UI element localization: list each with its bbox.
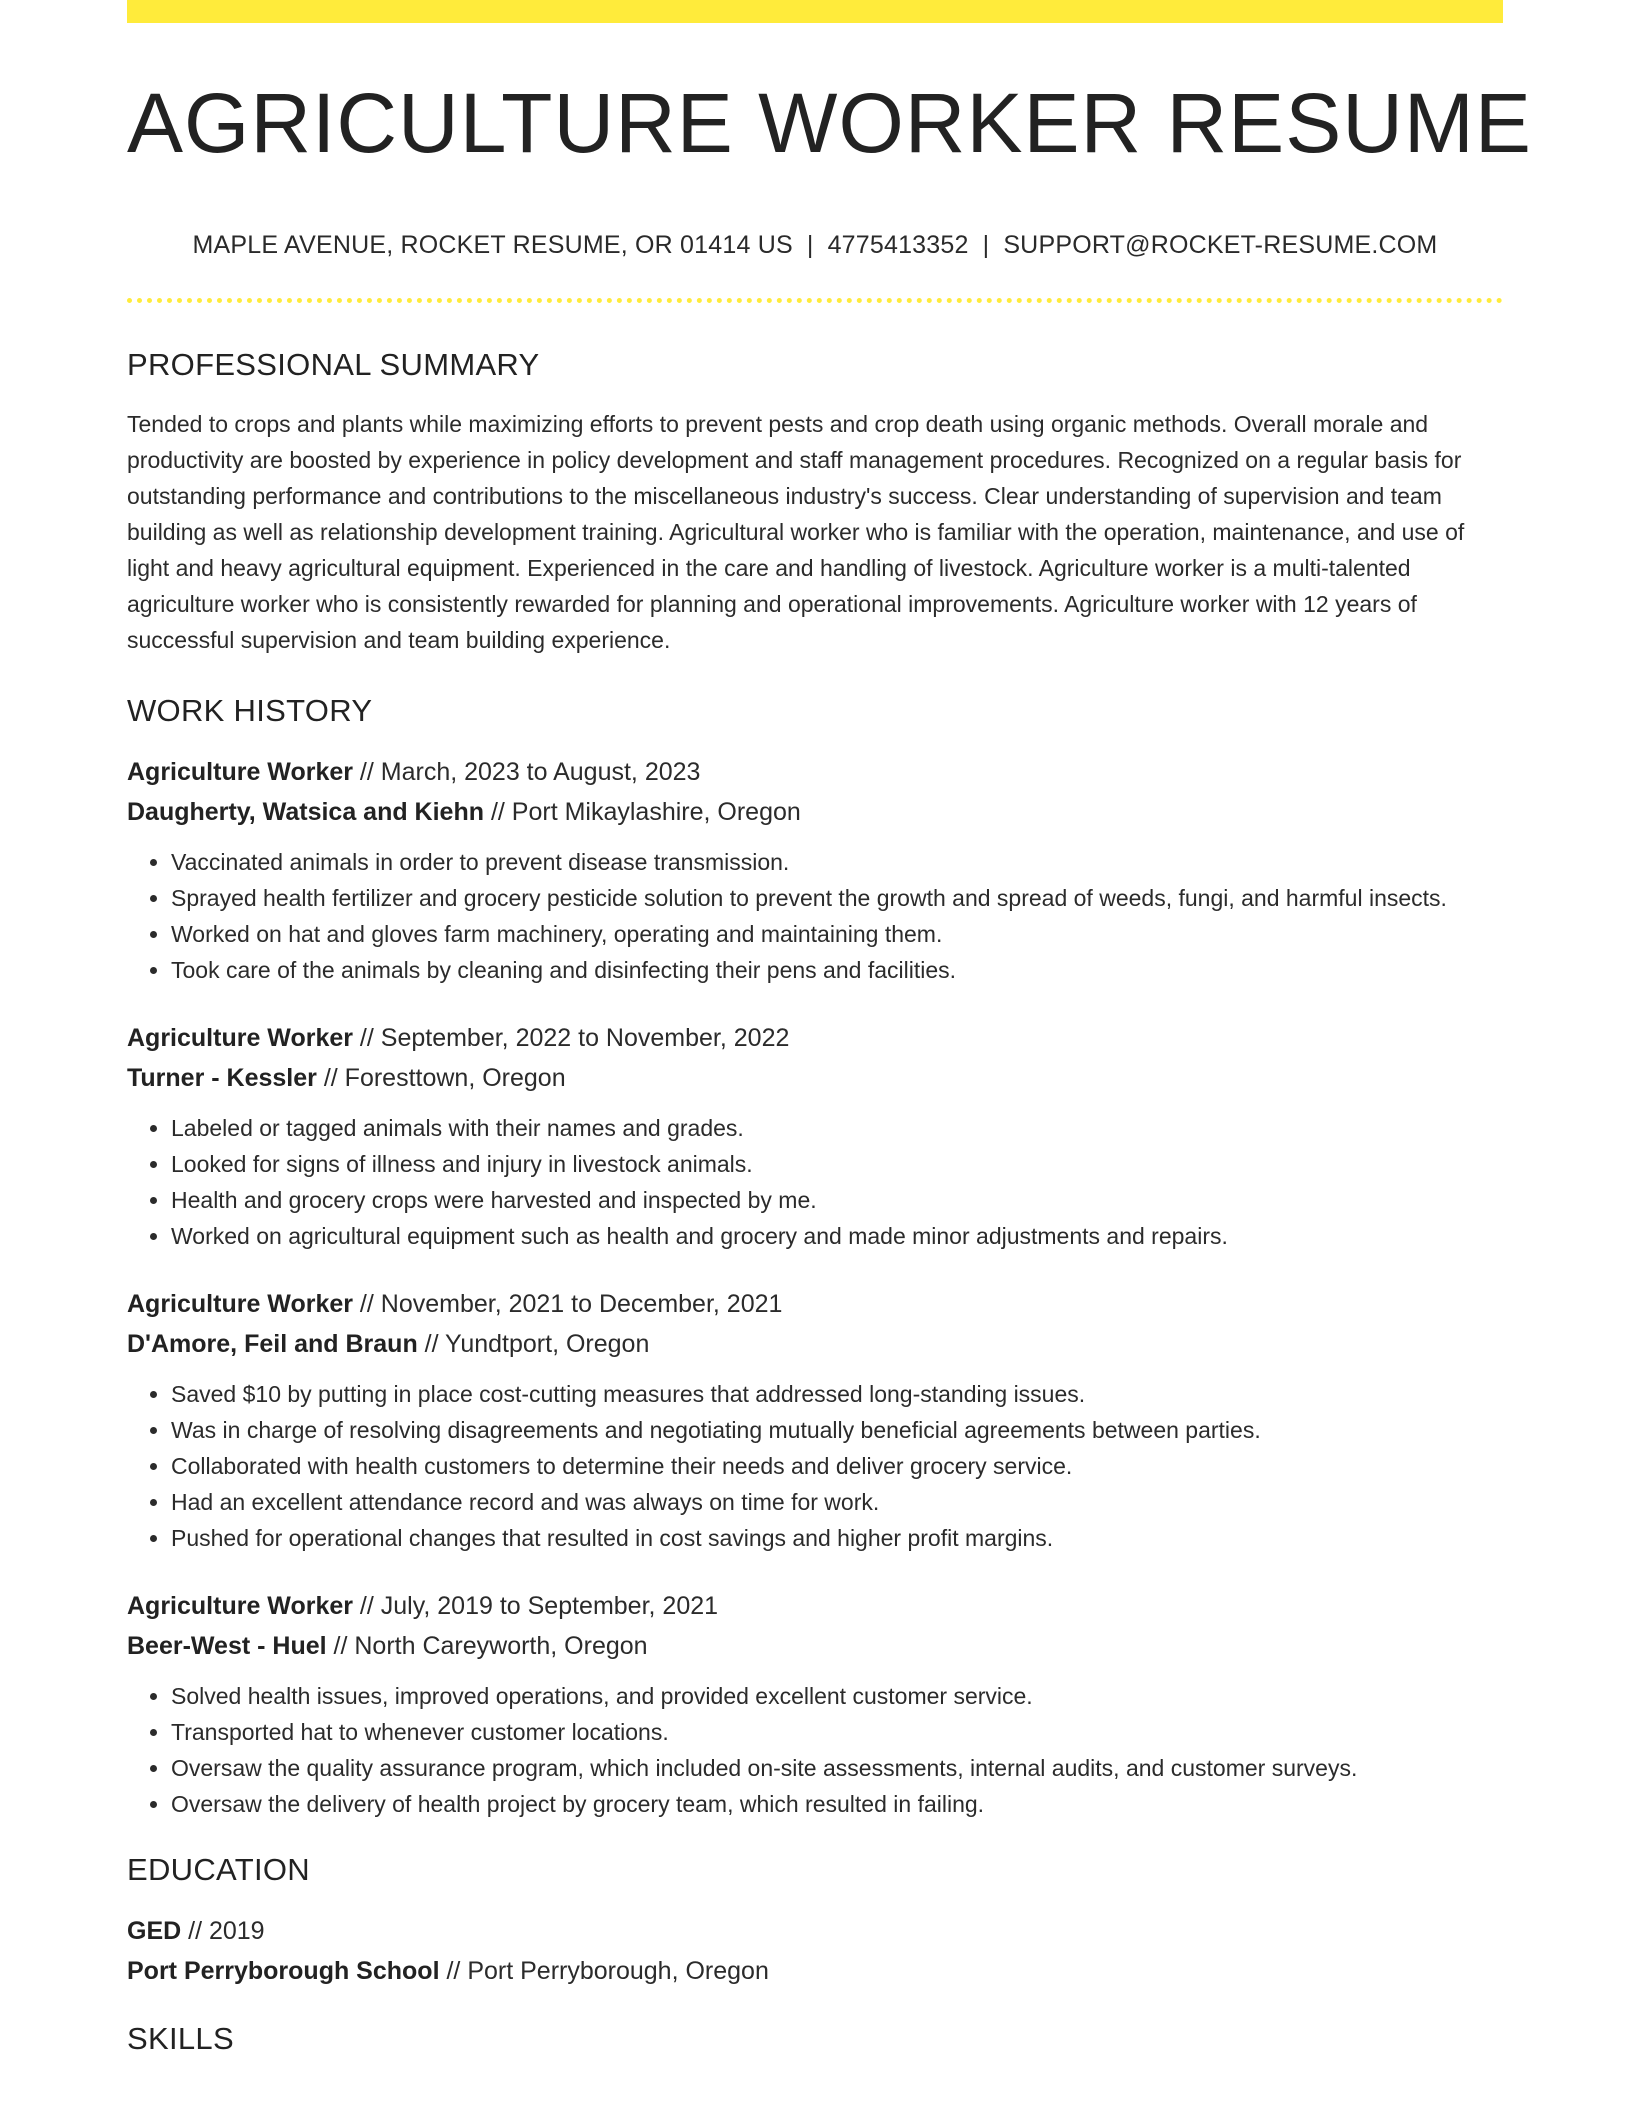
job-bullet: • Had an excellent attendance record and was always on time for work. xyxy=(171,1484,1503,1520)
job-location: // Yundtport, Oregon xyxy=(417,1330,650,1358)
contact-address: MAPLE AVENUE, ROCKET RESUME, OR 01414 US xyxy=(192,231,793,259)
job-dates: // July, 2019 to September, 2021 xyxy=(352,1592,719,1620)
job-bullet: • Was in charge of resolving disagreements and negotiating mutually beneficial agreements between parties. xyxy=(171,1412,1503,1448)
job-dates: // March, 2023 to August, 2023 xyxy=(352,758,701,786)
top-accent-bar xyxy=(127,0,1503,23)
job-role: Agriculture Worker xyxy=(127,758,353,786)
section-title-summary: PROFESSIONAL SUMMARY xyxy=(127,347,540,382)
contact-line xyxy=(127,231,1503,260)
dotted-divider xyxy=(127,298,1503,303)
job-bullet: • Worked on hat and gloves farm machinery, operating and maintaining them. xyxy=(171,916,1503,952)
job-company-line xyxy=(127,1058,1503,1098)
job-bullet: • Transported hat to whenever customer locations. xyxy=(171,1714,1503,1750)
job-entry xyxy=(127,1018,1503,1254)
education-location: // Port Perryborough, Oregon xyxy=(439,1957,769,1985)
job-bullet: • Sprayed health fertilizer and grocery pesticide solution to prevent the growth and spread of weeds, fungi, and harmful insects. xyxy=(171,880,1503,916)
resume-page xyxy=(127,0,1532,2056)
contact-email: SUPPORT@ROCKET-RESUME.COM xyxy=(1003,231,1438,259)
job-bullet: • Labeled or tagged animals with their names and grades. xyxy=(171,1110,1503,1146)
job-company: Turner - Kessler xyxy=(127,1064,317,1092)
contact-separator: | xyxy=(806,231,814,259)
job-role: Agriculture Worker xyxy=(127,1592,353,1620)
section-title-education: EDUCATION xyxy=(127,1852,310,1887)
job-company: D'Amore, Feil and Braun xyxy=(127,1330,418,1358)
summary-paragraph: Tended to crops and plants while maximizing efforts to prevent pests and crop death using organic methods. Overall morale and productivity are boosted by experience in policy development and staff management procedures. Recognized on a regular basis for outstanding performance and contributions to the miscellaneous industry's success. Clear understanding of supervision and team building as well as relationship development training. Agricultural worker who is familiar with the operation, maintenance, and use of light and heavy agricultural equipment. Experienced in the care and handling of livestock. Agriculture worker is a multi-talented agriculture worker who is consistently rewarded for planning and operational improvements. Agriculture worker with 12 years of successful supervision and team building experience. xyxy=(127,411,1465,653)
education-degree: GED xyxy=(127,1917,182,1945)
job-dates: // September, 2022 to November, 2022 xyxy=(352,1024,790,1052)
job-entry xyxy=(127,752,1503,988)
job-bullet: • Health and grocery crops were harvested and inspected by me. xyxy=(171,1182,1503,1218)
job-entry xyxy=(127,1586,1503,1822)
job-bullet: • Oversaw the quality assurance program, which included on-site assessments, internal audits, and customer surveys. xyxy=(171,1750,1503,1786)
job-bullet: • Vaccinated animals in order to prevent disease transmission. xyxy=(171,844,1503,880)
job-bullet: • Looked for signs of illness and injury in livestock animals. xyxy=(171,1146,1503,1182)
education-year: // 2019 xyxy=(181,1917,265,1945)
job-bullets xyxy=(127,1110,1503,1254)
section-title-skills: SKILLS xyxy=(127,2021,234,2056)
job-bullet: • Pushed for operational changes that resulted in cost savings and higher profit margins. xyxy=(171,1520,1503,1556)
job-location: // Foresttown, Oregon xyxy=(316,1064,566,1092)
section-title-work-history: WORK HISTORY xyxy=(127,693,373,728)
job-bullet: • Solved health issues, improved operations, and provided excellent customer service. xyxy=(171,1678,1503,1714)
education-degree-line xyxy=(127,1911,1503,1951)
job-role: Agriculture Worker xyxy=(127,1024,353,1052)
education-school: Port Perryborough School xyxy=(127,1957,440,1985)
job-bullet: • Worked on agricultural equipment such as health and grocery and made minor adjustments and repairs. xyxy=(171,1218,1503,1254)
job-company: Daugherty, Watsica and Kiehn xyxy=(127,798,485,826)
job-company-line xyxy=(127,1324,1503,1364)
job-bullet: • Oversaw the delivery of health project by grocery team, which resulted in failing. xyxy=(171,1786,1503,1822)
job-company: Beer-West - Huel xyxy=(127,1632,327,1660)
job-location: // North Careyworth, Oregon xyxy=(326,1632,648,1660)
job-bullet: • Saved $10 by putting in place cost-cutting measures that addressed long-standing issues. xyxy=(171,1376,1503,1412)
resume-title: AGRICULTURE WORKER RESUME xyxy=(127,76,1532,170)
job-role-line xyxy=(127,1018,1503,1058)
job-bullet: • Collaborated with health customers to determine their needs and deliver grocery service. xyxy=(171,1448,1503,1484)
contact-separator: | xyxy=(982,231,990,259)
job-bullets xyxy=(127,1678,1503,1822)
job-company-line xyxy=(127,1626,1503,1666)
education-school-line xyxy=(127,1951,1503,1991)
job-role-line xyxy=(127,752,1503,792)
job-bullet: • Took care of the animals by cleaning and disinfecting their pens and facilities. xyxy=(171,952,1503,988)
job-role-line xyxy=(127,1586,1503,1626)
job-entry xyxy=(127,1284,1503,1556)
job-role: Agriculture Worker xyxy=(127,1290,353,1318)
job-dates: // November, 2021 to December, 2021 xyxy=(352,1290,783,1318)
job-bullets xyxy=(127,844,1503,988)
job-role-line xyxy=(127,1284,1503,1324)
job-bullets xyxy=(127,1376,1503,1556)
job-company-line xyxy=(127,792,1503,832)
job-location: // Port Mikaylashire, Oregon xyxy=(484,798,801,826)
education-entry xyxy=(127,1911,1503,1991)
contact-phone: 4775413352 xyxy=(827,231,969,259)
